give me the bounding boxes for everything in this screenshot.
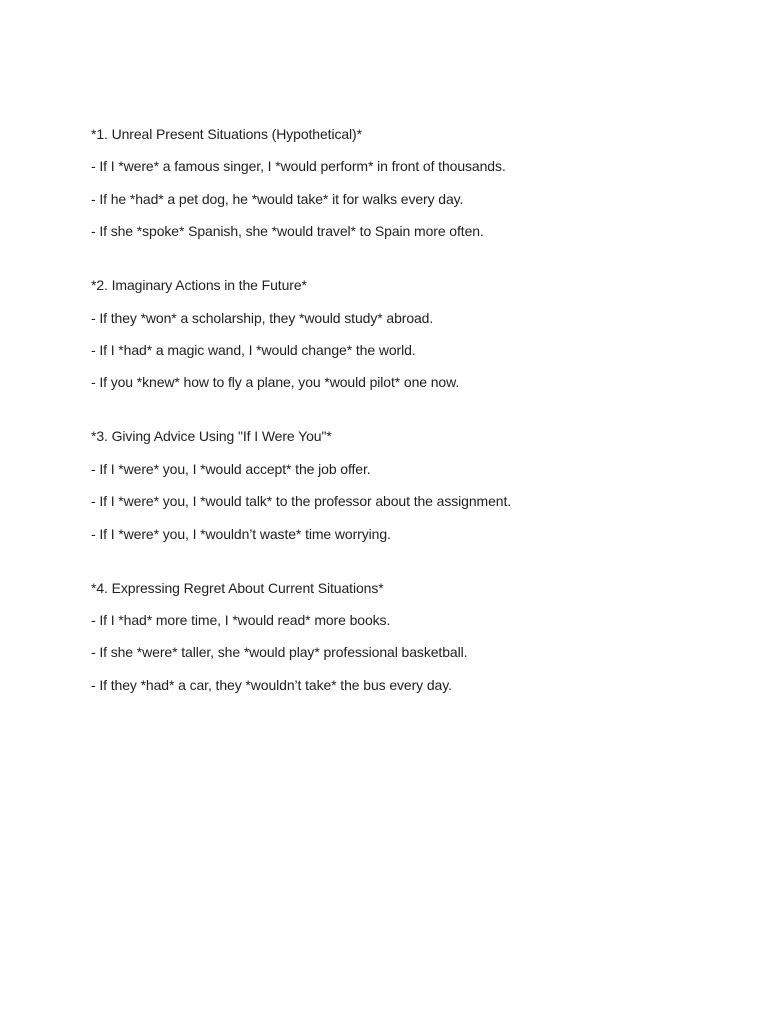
example-sentence: - If I *were* a famous singer, I *would perform* in front of thousands. (91, 158, 506, 175)
example-sentence: - If you *knew* how to fly a plane, you *would pilot* one now. (91, 374, 460, 391)
section-expressing-regret (91, 577, 708, 696)
section-heading: *3. Giving Advice Using "If I Were You"* (91, 428, 332, 445)
section-giving-advice (91, 425, 708, 544)
example-sentence: - If he *had* a pet dog, he *would take* it for walks every day. (91, 190, 464, 207)
example-sentence: - If I *had* more time, I *would read* more books. (91, 611, 391, 628)
example-sentence: - If I *had* a magic wand, I *would change* the world. (91, 341, 416, 358)
section-heading: *1. Unreal Present Situations (Hypothetical)* (91, 126, 362, 142)
example-sentence: - If I *were* you, I *would accept* the job offer. (91, 460, 371, 477)
section-imaginary-future (91, 274, 708, 393)
example-sentence: - If I *were* you, I *would talk* to the professor about the assignment. (91, 493, 512, 510)
example-sentence: - If she *spoke* Spanish, she *would travel* to Spain more often. (91, 223, 484, 240)
example-sentence: - If she *were* taller, she *would play* professional basketball. (91, 644, 468, 661)
section-unreal-present (91, 123, 708, 242)
example-sentence: - If they *won* a scholarship, they *would study* abroad. (91, 309, 434, 326)
example-sentence: - If they *had* a car, they *wouldn’t take* the bus every day. (91, 676, 452, 693)
section-heading: *2. Imaginary Actions in the Future* (91, 277, 307, 294)
example-sentence: - If I *were* you, I *wouldn’t waste* time worrying. (91, 525, 391, 542)
section-heading: *4. Expressing Regret About Current Situations* (91, 579, 384, 596)
